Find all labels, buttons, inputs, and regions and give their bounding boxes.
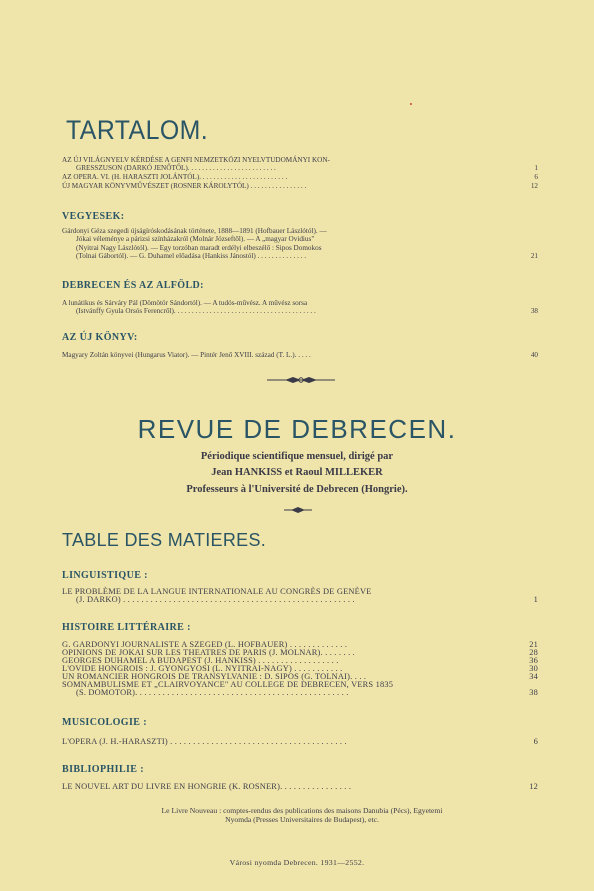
toc-section-body: [62, 351, 538, 359]
toc-entry-page: 12: [530, 182, 538, 190]
toc-line: G. GÁRDONYI JOURNALISTE A SZEGED (L. HOFBAUER) . . . . . . . . . . . . .: [62, 641, 348, 649]
toc-line: Magyary Zoltán könyvei (Hungarus Viator). — Pintér Jenő XVIII. század (T. L.). . . . .: [62, 351, 311, 359]
hungarian-toc-title: TARTALOM.: [66, 115, 209, 145]
footnote-line: Le Livre Nouveau : comptes-rendus des publications des maisons Danubia (Pécs), Egyetemi: [161, 806, 443, 815]
ink-speck: [410, 103, 412, 105]
revue-subtitle: Périodique scientifique mensuel, dirigé par: [200, 451, 394, 462]
toc-line: SOMNAMBULISME ET „CLAIRVOYANCE" AU COLLÈGE DE DEBRECEN, VERS 1835: [62, 681, 394, 689]
toc-line: UN ROMANCIER HONGROIS DE TRANSYLVANIE : D. SIPOS (G. TOLNAI). . . .: [62, 673, 367, 681]
toc-entry: [62, 665, 538, 673]
toc-entry: [62, 673, 538, 681]
toc-entry-page: 21: [529, 640, 538, 649]
section-heading-linguistique: LINGUISTIQUE :: [62, 570, 148, 581]
toc-line: A lunátikus és Sárváry Pál (Dömötör Sándortól). — A tudós-művész. A művész sorsa: [62, 299, 308, 307]
footnote: [62, 806, 542, 824]
toc-entry: [62, 649, 538, 657]
toc-entry-text: ÚJ MAGYAR KÖNYVMŰVÉSZET (ROSNER KÁROLYTÓL) . . . . . . . . . . . . . . . .: [62, 182, 307, 190]
toc-entry-page: 21: [530, 252, 538, 261]
revue-affiliation: Professeurs à l'Université de Debrecen (Hongrie).: [186, 484, 408, 495]
toc-entry: [62, 641, 538, 649]
toc-line: (S. DÖMÖTÖR). . . . . . . . . . . . . . . . . . . . . . . . . . . . . . . . . . . . . . . . . . . . . . .: [76, 689, 349, 698]
french-toc-title: TABLE DES MATIERES.: [62, 530, 267, 550]
revue-editors: Jean HANKISS et Raoul MILLEKER: [211, 467, 383, 478]
toc-entry-text-cont: GRESSZUSON (DARKÓ JENŐTŐL). . . . . . . . . . . . . . . . . . . . . . . . .: [76, 164, 276, 173]
toc-line: L'OVIDE HONGROIS : J. GYÖNGYÖSI (L. NYITRAI-NAGY) . . . . . . . . . . .: [62, 665, 343, 673]
toc-entry-page: 1: [534, 164, 538, 173]
toc-line: GEORGES DUHAMEL A BUDAPEST (J. HANKISS) . . . . . . . . . . . . . . . . . .: [62, 657, 339, 665]
toc-line: LE NOUVEL ART DU LIVRE EN HONGRIE (K. ROSNER). . . . . . . . . . . . . . . .: [62, 783, 352, 791]
ornament-divider: [265, 375, 337, 385]
toc-entry: [62, 738, 538, 746]
toc-line: LE PROBLÈME DE LA LANGUE INTERNATIONALE AU CONGRÈS DE GENÈVE: [62, 587, 372, 596]
toc-line: L'OPÉRA (J. H.-HARASZTI) . . . . . . . . . . . . . . . . . . . . . . . . . . . . . . . . . . . . . . .: [62, 738, 347, 746]
toc-entry-text: AZ ÚJ VILÁGNYELV KÉRDÉSE A GENFI NEMZETKÖZI NYELVTUDOMÁNYI KON-: [62, 156, 330, 164]
footnote-line: Nyomda (Presses Universitaires de Budapest), etc.: [225, 815, 379, 824]
toc-entry-page: 34: [529, 672, 538, 681]
toc-entry-page: 6: [533, 737, 538, 746]
section-heading-az-uj-konyv: AZ ÚJ KÖNYV:: [62, 332, 138, 343]
toc-entry: [62, 588, 538, 604]
toc-line: OPINIONS DE JÓKAI SUR LES THÉATRES DE PARIS (J. MOLNÁR). . . . . . . .: [62, 649, 355, 657]
toc-entry-page: 12: [529, 782, 538, 791]
toc-entry: [62, 681, 538, 697]
toc-entry-page: 38: [530, 307, 538, 316]
toc-entry-page: 30: [529, 664, 538, 673]
section-heading-vegyesek: VEGYESEK:: [62, 211, 125, 222]
toc-entry-page: 28: [529, 648, 538, 657]
revue-title: REVUE DE DEBRECEN.: [137, 414, 457, 444]
toc-entry: [62, 783, 538, 791]
toc-section-body: [62, 299, 538, 316]
section-heading-musicologie: MUSICOLOGIE :: [62, 717, 147, 728]
toc-line: (J. DARKÓ) . . . . . . . . . . . . . . . . . . . . . . . . . . . . . . . . . . . . . . . . . . . . . . . . . . .: [76, 596, 355, 605]
toc-entry-page: 6: [534, 173, 538, 181]
toc-line: (Tolnai Gábortól). — G. Duhamel előadása (Hankiss Jánostól) . . . . . . . . . . . . . .: [76, 252, 307, 261]
toc-entry-page: 1: [533, 595, 538, 605]
section-heading-debrecen: DEBRECEN ÉS AZ ALFÖLD:: [62, 280, 204, 291]
section-heading-histoire-litteraire: HISTOIRE LITTÉRAIRE :: [62, 622, 191, 633]
toc-line: Gárdonyi Géza szegedi újságíróskodásának története, 1888—1891 (Hofbauer Lászlótól). —: [62, 227, 327, 235]
toc-entry-page: 36: [529, 656, 538, 665]
toc-entry-page: 38: [529, 688, 538, 698]
toc-entry-page: 40: [530, 351, 538, 359]
toc-entry: [62, 156, 538, 173]
toc-entry-text: AZ OPERA. VI. (H. HARASZTI JOLÁNTÓL). . . . . . . . . . . . . . . . . . . . . . . . .: [62, 173, 288, 181]
toc-entry: [62, 173, 538, 181]
printer-imprint: Városi nyomda Debrecen. 1931—2552.: [229, 858, 365, 867]
section-heading-bibliophilie: BIBLIOPHILIE :: [62, 764, 145, 775]
toc-line: (Istvánffy Gyula Orsós Ferencről). . . . . . . . . . . . . . . . . . . . . . . . . . . . . . . . . . . . . . . .: [76, 307, 316, 316]
small-ornament: [283, 506, 313, 514]
toc-section-body: [62, 227, 538, 261]
toc-entry: [62, 657, 538, 665]
toc-entry: [62, 182, 538, 190]
toc-line: Jókai véleménye a párizsi színházakról (Molnár Józseftől). — A „magyar Ovidius": [76, 235, 315, 244]
toc-line: (Nyitrai Nagy Lászlótól). — Egy torzóban maradt erdélyi elbeszélő : Sipos Domokos: [76, 243, 322, 252]
